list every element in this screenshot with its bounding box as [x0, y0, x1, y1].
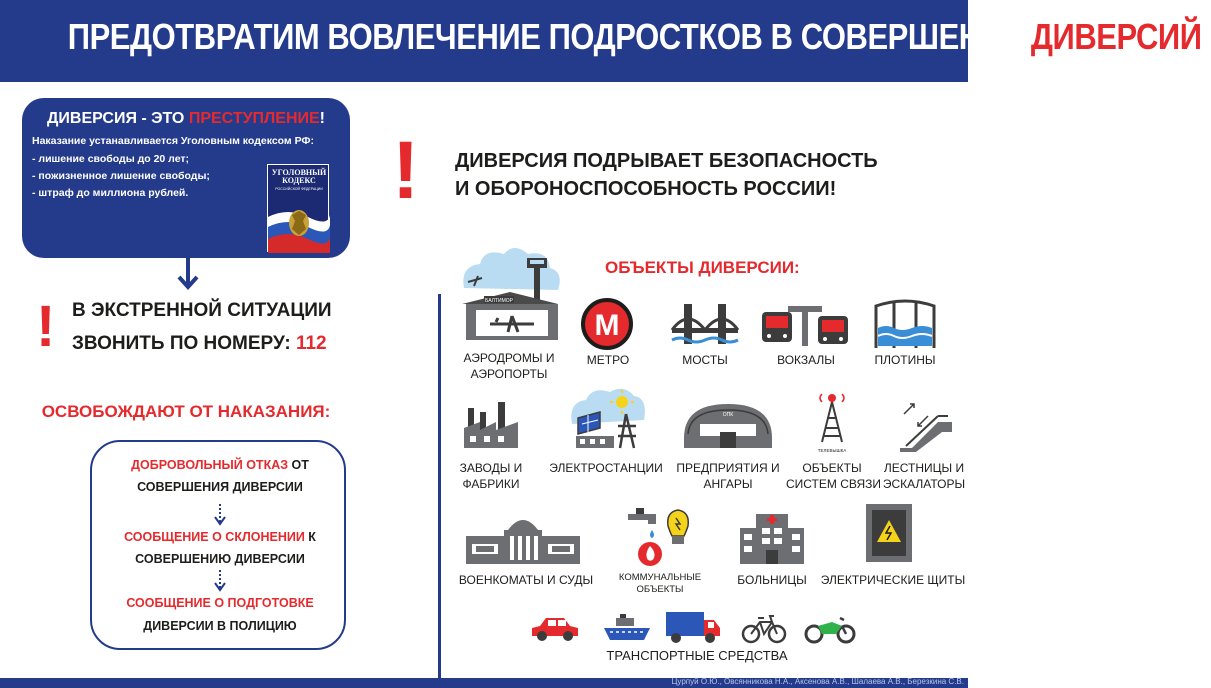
military-label: ВОЕНКОМАТЫ И СУДЫ — [458, 573, 594, 587]
escalator-icon — [898, 402, 954, 452]
metro-icon — [581, 298, 633, 350]
railway-station-icon — [760, 302, 852, 348]
exclamation-icon: ! — [36, 294, 56, 359]
factories-label: ЗАВОДЫ И ФАБРИКИ — [459, 461, 523, 491]
punishment-item: - штраф до миллиона рублей. — [32, 187, 210, 199]
government-building-icon — [464, 512, 582, 566]
divider-line — [438, 294, 441, 678]
punishment-item: - пожизненное лишение свободы; — [32, 170, 210, 182]
svg-text:ОПК: ОПК — [722, 412, 734, 418]
authors-credit: Цурпуй О.Ю., Овсянникова Н.А., Аксенова А.В., Шалаева А.В., Березкина С.В. — [671, 677, 964, 686]
header-banner — [0, 0, 1211, 82]
hospital-icon — [738, 512, 806, 566]
enterprises-label: ПРЕДПРИЯТИЯ И АНГАРЫ — [676, 461, 780, 491]
emergency-number: 112 — [295, 333, 327, 354]
release-condition-cont: СОВЕРШЕНИЯ ДИВЕРСИИ — [137, 480, 303, 494]
car-icon — [530, 614, 580, 644]
airport-icon — [456, 244, 564, 344]
page-title: ПРЕДОТВРАТИМ ВОВЛЕЧЕНИЕ ПОДРОСТКОВ В СОВЕРШЕНИЕ ДИВЕРСИЙ! — [67, 16, 1211, 57]
release-title: ОСВОБОЖДАЮТ ОТ НАКАЗАНИЯ: — [41, 402, 331, 421]
release-condition: ДОБРОВОЛЬНЫЙ ОТКАЗ ОТ — [131, 458, 309, 472]
power-plant-icon — [566, 384, 648, 450]
svg-text:M: M — [594, 309, 620, 342]
hospitals-label: БОЛЬНИЦЫ — [737, 573, 807, 587]
factory-icon — [462, 400, 520, 450]
metro-label: МЕТРО — [586, 353, 630, 367]
ship-icon — [602, 614, 652, 642]
bridge-icon — [672, 302, 738, 348]
down-arrow-icon — [177, 258, 199, 290]
stations-label: ВОКЗАЛЫ — [777, 353, 835, 367]
comms-label: ОБЪЕКТЫ СИСТЕМ СВЯЗИ — [786, 461, 882, 491]
hangar-icon — [682, 402, 774, 450]
utilities-icon — [626, 504, 692, 570]
crime-info-box — [22, 98, 350, 258]
emergency-number-line: ЗВОНИТЬ ПО НОМЕРУ: 112 — [72, 333, 327, 354]
crime-info-title: ДИВЕРСИЯ - ЭТО ПРЕСТУПЛЕНИЕ! — [46, 110, 325, 127]
truck-icon — [664, 610, 722, 644]
headline: ДИВЕРСИЯ ПОДРЫВАЕТ БЕЗОПАСНОСТЬ — [455, 150, 878, 172]
release-conditions-box — [90, 440, 346, 650]
dotted-arrow-icon — [213, 504, 227, 526]
electrical-panel-icon — [864, 502, 914, 564]
release-condition-cont: ДИВЕРСИИ В ПОЛИЦИЮ — [143, 619, 297, 633]
transport-label: ТРАНСПОРТНЫЕ СРЕДСТВА — [606, 648, 788, 663]
headline: И ОБОРОНОСПОСОБНОСТЬ РОССИИ! — [455, 178, 837, 200]
svg-text:БАЛТИМОР: БАЛТИМОР — [485, 298, 513, 304]
release-condition: СООБЩЕНИЕ О ПОДГОТОВКЕ — [126, 596, 314, 610]
punishment-list — [32, 153, 210, 204]
dam-icon — [872, 298, 938, 350]
bicycle-icon — [742, 614, 786, 644]
telecom-tower-icon — [812, 392, 852, 454]
punishment-item: - лишение свободы до 20 лет; — [32, 153, 210, 165]
svg-text:ТЕЛЕВЫШКА: ТЕЛЕВЫШКА — [817, 448, 847, 453]
punishment-intro: Наказание устанавливается Уголовным кодексом РФ: — [32, 135, 314, 147]
power-plants-label: ЭЛЕКТРОСТАНЦИИ — [549, 461, 663, 475]
criminal-code-book: УГОЛОВНЫЙ КОДЕКС РОССИЙСКОЙ ФЕДЕРАЦИИ — [267, 164, 329, 252]
objects-title: ОБЪЕКТЫ ДИВЕРСИИ: — [605, 258, 800, 277]
release-condition: СООБЩЕНИЕ О СКЛОНЕНИИ К — [124, 530, 316, 544]
emergency-line: В ЭКСТРЕННОЙ СИТУАЦИИ — [72, 300, 332, 321]
exclamation-icon: ! — [392, 125, 420, 216]
dams-label: ПЛОТИНЫ — [874, 353, 936, 367]
electric-panels-label: ЭЛЕКТРИЧЕСКИЕ ЩИТЫ — [820, 573, 966, 587]
footer-bar — [0, 678, 968, 688]
bridges-label: МОСТЫ — [682, 353, 728, 367]
escalators-label: ЛЕСТНИЦЫ И ЭСКАЛАТОРЫ — [882, 461, 966, 491]
title-accent: ДИВЕРСИЙ — [1030, 16, 1202, 57]
flag-emblem-icon — [268, 165, 330, 253]
motorcycle-icon — [804, 614, 856, 644]
dotted-arrow-icon — [213, 570, 227, 592]
release-condition-cont: СОВЕРШЕНИЮ ДИВЕРСИИ — [135, 552, 305, 566]
airport-label: АЭРОДРОМЫ И АЭРОПОРТЫ — [463, 351, 555, 381]
utilities-label: КОММУНАЛЬНЫЕ ОБЪЕКТЫ — [618, 572, 702, 595]
